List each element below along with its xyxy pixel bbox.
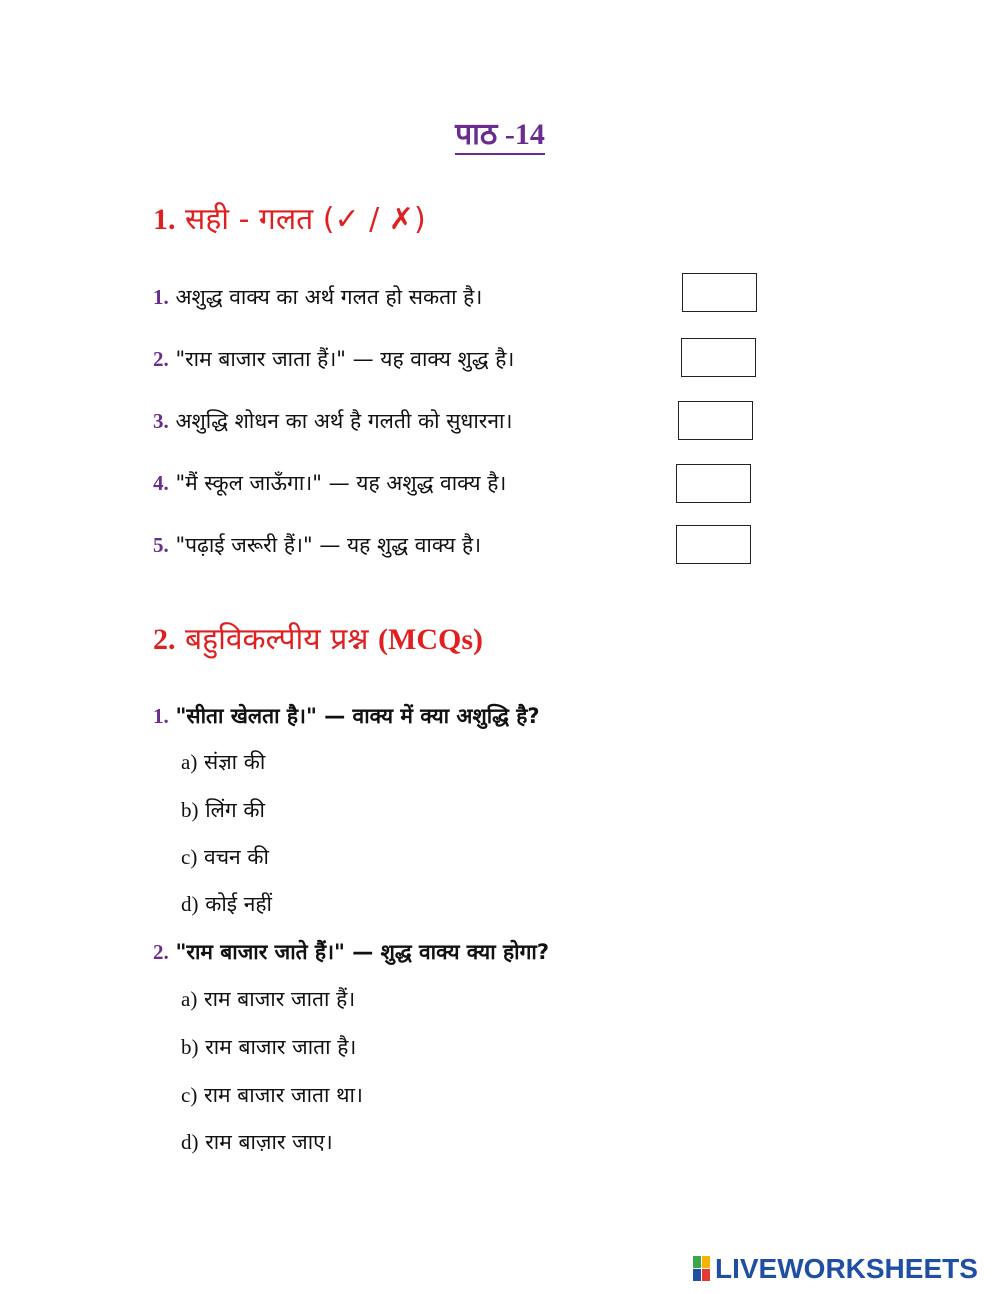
option-letter: d) [181,1130,199,1154]
tf-item-2 [153,345,514,373]
option-text: राम बाजार जाता हैं। [204,987,356,1011]
tf-item-number: 3. [153,409,169,433]
mcq-number: 2. [153,940,169,964]
section-2-number: 2. [153,623,176,656]
liveworksheets-logo [693,1253,978,1285]
option-letter: a) [181,987,198,1011]
option-text: राम बाजार जाता है। [205,1035,357,1059]
tf-item-text: "राम बाजार जाता हैं।" — यह वाक्य शुद्ध है। [175,347,515,371]
mcq-1-option-b[interactable] [181,796,265,824]
section-2-heading [153,617,483,658]
mcq-number: 1. [153,704,169,728]
mcq-question-1 [153,702,540,730]
option-text: राम बाज़ार जाए। [205,1130,333,1154]
mcq-1-option-a[interactable] [181,748,265,776]
option-text: राम बाजार जाता था। [204,1083,363,1107]
section-2-title-latin: (MCQs) [378,623,484,656]
mcq-1-option-c[interactable] [181,843,269,871]
tf-item-number: 1. [153,285,169,309]
section-2-title: बहुविकल्पीय प्रश्न [185,622,369,657]
tf-item-text: "मैं स्कूल जाऊँगा।" — यह अशुद्ध वाक्य है। [175,471,507,495]
option-letter: c) [181,845,198,869]
logo-text: LIVEWORKSHEETS [715,1253,978,1284]
section-1-heading [153,197,426,238]
mcq-text: "राम बाजार जाते हैं।" — शुद्ध वाक्य क्या होगा? [175,940,550,964]
option-text: लिंग की [205,798,265,822]
tf-item-1 [153,283,482,311]
tf-item-5 [153,531,481,559]
option-letter: b) [181,1035,199,1059]
page-title: पाठ -14 [0,112,1000,153]
answer-box-3[interactable] [678,401,753,440]
option-letter: a) [181,750,198,774]
tf-item-3 [153,407,512,435]
section-1-title: सही - गलत (✓ / ✗) [185,202,426,237]
tf-item-text: अशुद्धि शोधन का अर्थ है गलती को सुधारना। [175,409,513,433]
mcq-question-2 [153,938,549,966]
mcq-2-option-c[interactable] [181,1081,363,1109]
option-text: संज्ञा की [204,750,266,774]
answer-box-1[interactable] [682,273,757,312]
option-letter: c) [181,1083,198,1107]
tf-item-number: 2. [153,347,169,371]
option-letter: d) [181,892,199,916]
logo-icon [693,1256,711,1282]
mcq-2-option-b[interactable] [181,1033,356,1061]
section-1-number: 1. [153,203,176,236]
mcq-text: "सीता खेलता है।" — वाक्य में क्या अशुद्धि है? [175,704,540,728]
mcq-2-option-d[interactable] [181,1128,333,1156]
tf-item-number: 5. [153,533,169,557]
tf-item-text: "पढ़ाई जरूरी हैं।" — यह शुद्ध वाक्य है। [175,533,482,557]
tf-item-4 [153,469,506,497]
answer-box-5[interactable] [676,525,751,564]
tf-item-number: 4. [153,471,169,495]
answer-box-4[interactable] [676,464,751,503]
mcq-1-option-d[interactable] [181,890,272,918]
option-text: वचन की [204,845,269,869]
option-letter: b) [181,798,199,822]
answer-box-2[interactable] [681,338,756,377]
option-text: कोई नहीं [205,892,272,916]
mcq-2-option-a[interactable] [181,985,355,1013]
tf-item-text: अशुद्ध वाक्य का अर्थ गलत हो सकता है। [175,285,483,309]
